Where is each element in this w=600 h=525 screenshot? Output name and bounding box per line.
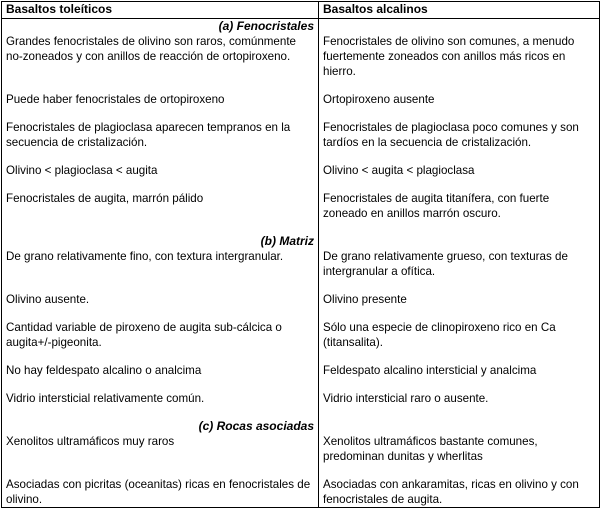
table-row	[2, 434, 600, 464]
header-alkaline: Basaltos alcalinos	[319, 2, 600, 19]
table-row	[2, 191, 600, 221]
cell-alkaline: Feldespato alcalino intersticial y analcima	[319, 363, 600, 378]
header-row	[2, 2, 600, 19]
cell-tholeiitic: Asociadas con picritas (oceanitas) ricas en fenocristales de olivino.	[2, 477, 319, 508]
table-row	[2, 391, 600, 406]
section-row	[2, 419, 600, 434]
cell-alkaline: Olivino presente	[319, 292, 600, 307]
document-page	[0, 1, 600, 525]
section-title-matriz: (b) Matriz	[260, 234, 314, 248]
cell-alkaline: Sólo una especie de clinopiroxeno rico en Ca (titansalita).	[319, 320, 600, 350]
cell-tholeiitic: Cantidad variable de piroxeno de augita sub-cálcica o augita+/-pigeonita.	[2, 320, 319, 350]
section-title-fenocristales: (a) Fenocristales	[218, 19, 314, 33]
section-row	[2, 234, 600, 249]
cell-alkaline: Fenocristales de plagioclasa poco comunes y son tardíos en la secuencia de cristalización.	[319, 120, 600, 150]
cell-tholeiitic: No hay feldespato alcalino o analcima	[2, 363, 319, 378]
cell-alkaline: Ortopiroxeno ausente	[319, 92, 600, 107]
cell-tholeiitic: Olivino ausente.	[2, 292, 319, 307]
table-row	[2, 249, 600, 279]
table-row	[2, 363, 600, 378]
table-row	[2, 120, 600, 150]
section-row	[2, 19, 600, 35]
table-row	[2, 292, 600, 307]
cell-tholeiitic: Vidrio intersticial relativamente común.	[2, 391, 319, 406]
cell-tholeiitic: Xenolitos ultramáficos muy raros	[2, 434, 319, 464]
cell-tholeiitic: De grano relativamente fino, con textura intergranular.	[2, 249, 319, 279]
cell-alkaline: Olivino < augita < plagioclasa	[319, 163, 600, 178]
table-row	[2, 163, 600, 178]
cell-tholeiitic: Grandes fenocristales de olivino son raros, comúnmente no-zoneados y con anillos de reacción de ortopiroxeno.	[2, 34, 319, 79]
header-tholeiitic: Basaltos toleíticos	[2, 2, 319, 19]
cell-alkaline: De grano relativamente grueso, con texturas de intergranular a ofítica.	[319, 249, 600, 279]
table-row	[2, 92, 600, 107]
cell-alkaline: Vidrio intersticial raro o ausente.	[319, 391, 600, 406]
cell-alkaline: Fenocristales de augita titanífera, con fuerte zoneado en anillos marrón oscuro.	[319, 191, 600, 221]
table-row	[2, 320, 600, 350]
cell-tholeiitic: Puede haber fenocristales de ortopiroxeno	[2, 92, 319, 107]
table-row	[2, 477, 600, 508]
cell-tholeiitic: Fenocristales de augita, marrón pálido	[2, 191, 319, 221]
cell-tholeiitic: Fenocristales de plagioclasa aparecen tempranos en la secuencia de cristalización.	[2, 120, 319, 150]
section-title-rocas-asociadas: (c) Rocas asociadas	[198, 419, 314, 433]
cell-tholeiitic: Olivino < plagioclasa < augita	[2, 163, 319, 178]
basalt-comparison-table	[1, 1, 600, 508]
table-row	[2, 34, 600, 79]
cell-alkaline: Fenocristales de olivino son comunes, a menudo fuertemente zoneados con anillos más ricos en hierro.	[319, 34, 600, 79]
cell-alkaline: Asociadas con ankaramitas, ricas en olivino y con fenocristales de augita.	[319, 477, 600, 508]
cell-alkaline: Xenolitos ultramáficos bastante comunes, predominan dunitas y wherlitas	[319, 434, 600, 464]
